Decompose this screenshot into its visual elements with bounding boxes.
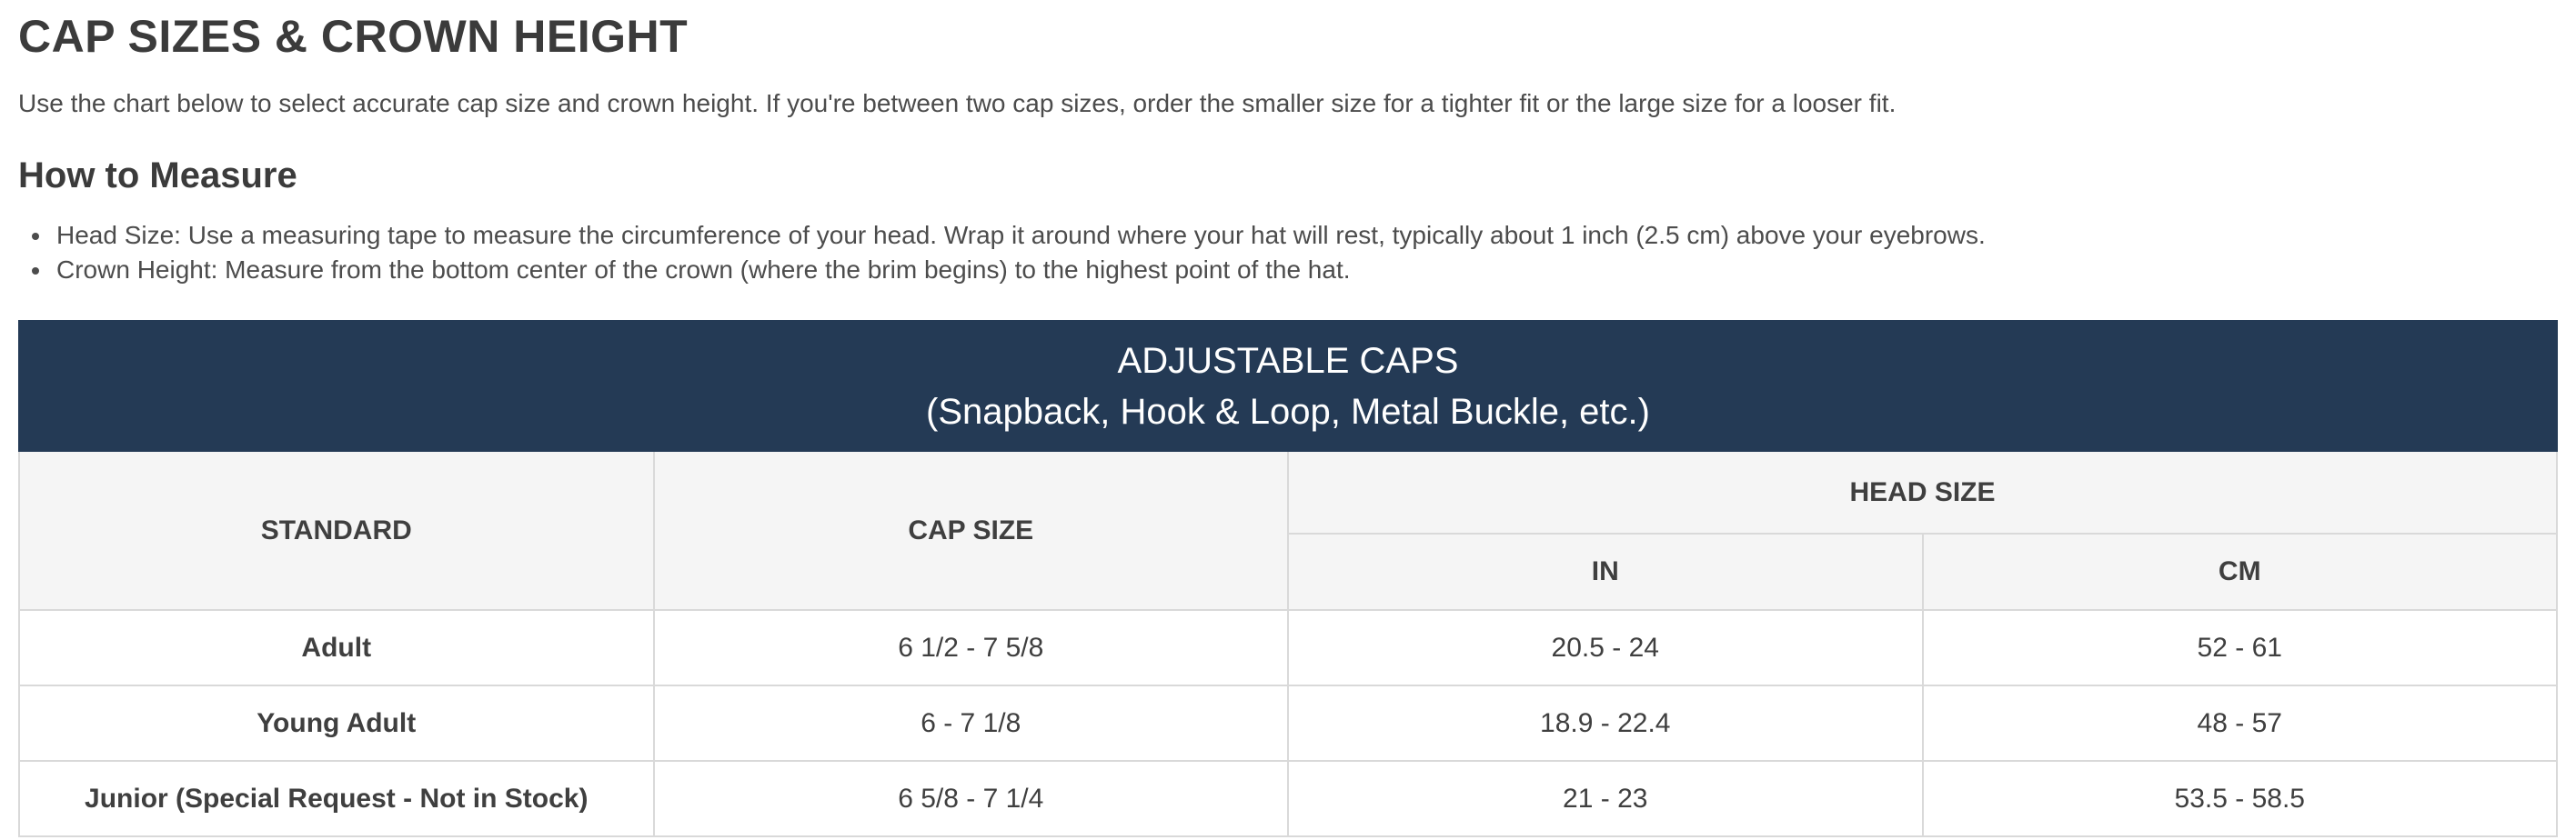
column-header-cap-size: CAP SIZE — [654, 451, 1289, 610]
table-banner-subtitle: (Snapback, Hook & Loop, Metal Buckle, etc.) — [926, 391, 1650, 432]
adjustable-caps-size-table — [18, 320, 2558, 837]
table-banner-row — [19, 321, 2557, 451]
cell-cap-size: 6 - 7 1/8 — [654, 685, 1289, 761]
cell-head-cm: 52 - 61 — [1923, 610, 2558, 685]
cell-cap-size: 6 1/2 - 7 5/8 — [654, 610, 1289, 685]
cell-standard: Junior (Special Request - Not in Stock) — [19, 761, 654, 836]
bullet-crown-height: • Crown Height: Measure from the bottom center of the crown (where the brim begins) to the highest point of the hat. — [53, 253, 2558, 287]
cell-head-in: 18.9 - 22.4 — [1288, 685, 1923, 761]
measure-list — [18, 218, 2558, 287]
cell-standard: Young Adult — [19, 685, 654, 761]
column-header-in: IN — [1288, 534, 1923, 610]
cell-head-cm: 53.5 - 58.5 — [1923, 761, 2558, 836]
cell-cap-size: 6 5/8 - 7 1/4 — [654, 761, 1289, 836]
table-row-young-adult — [19, 685, 2557, 761]
page-title: CAP SIZES & CROWN HEIGHT — [18, 11, 689, 62]
intro-text: Use the chart below to select accurate cap size and crown height. If you're between two cap sizes, order the smaller size for a tighter fit or the large size for a looser fit. — [18, 89, 1897, 117]
cell-standard: Adult — [19, 610, 654, 685]
table-banner-title: ADJUSTABLE CAPS — [1117, 340, 1459, 381]
cell-head-cm: 48 - 57 — [1923, 685, 2558, 761]
column-header-head-size: HEAD SIZE — [1288, 451, 2557, 534]
table-row-adult — [19, 610, 2557, 685]
cell-head-in: 21 - 23 — [1288, 761, 1923, 836]
table-row-junior — [19, 761, 2557, 836]
cell-head-in: 20.5 - 24 — [1288, 610, 1923, 685]
table-header-row-1 — [19, 451, 2557, 534]
column-header-cm: CM — [1923, 534, 2558, 610]
how-to-measure-heading: How to Measure — [18, 155, 297, 195]
column-header-standard: STANDARD — [19, 451, 654, 610]
table-banner — [19, 321, 2557, 451]
bullet-head-size: • Head Size: Use a measuring tape to measure the circumference of your head. Wrap it around where your hat will rest, typically about 1 inch (2.5 cm) above your eyebrows. — [53, 218, 2558, 253]
